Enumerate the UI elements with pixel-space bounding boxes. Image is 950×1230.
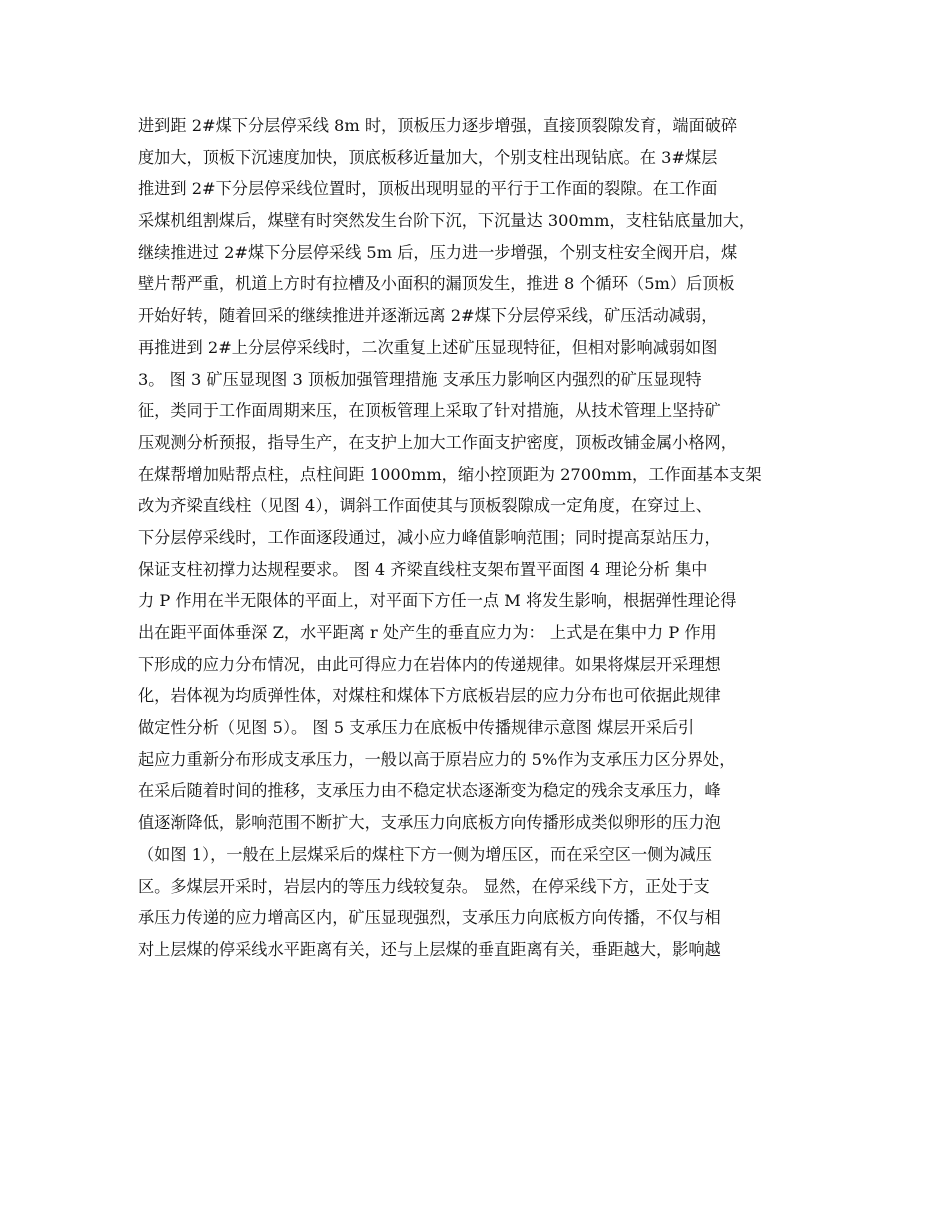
text-line: 做定性分析（见图 5）。 图 5 支承压力在底板中传播规律示意图 煤层开采后引 bbox=[138, 718, 695, 738]
text-line: 出在距平面体垂深 Z，水平距离 r 处产生的垂直应力为： 上式是在集中力 P 作用 bbox=[138, 623, 717, 642]
text-line: 再推进到 2#上分层停采线时，二次重复上述矿压显现特征，但相对影响减弱如图 bbox=[138, 337, 718, 357]
text-line: 在采后随着时间的推移，支承压力由不稳定状态逐渐变为稳定的残余支承压力，峰 bbox=[138, 781, 721, 801]
text-line: 保证支柱初撑力达规程要求。 图 4 齐梁直线柱支架布置平面图 4 理论分析 集中 bbox=[138, 559, 708, 579]
text-line: 采煤机组割煤后，煤壁有时突然发生台阶下沉，下沉量达 300mm，支柱钻底量加大， bbox=[138, 211, 756, 231]
text-line: 下形成的应力分布情况，由此可得应力在岩体内的传递规律。如果将煤层开采理想 bbox=[138, 654, 721, 674]
text-line: 改为齐梁直线柱（见图 4），调斜工作面使其与顶板裂隙成一定角度，在穿过上、 bbox=[138, 496, 712, 516]
text-line: 开始好转，随着回采的继续推进并逐渐远离 2#煤下分层停采线，矿压活动减弱， bbox=[138, 306, 718, 326]
text-line: 区。多煤层开采时，岩层内的等压力线较复杂。 显然，在停采线下方，正处于支 bbox=[138, 876, 710, 896]
text-line: 力 P 作用在半无限体的平面上，对平面下方任一点 M 将发生影响，根据弹性理论得 bbox=[138, 591, 737, 611]
text-line: 壁片帮严重，机道上方时有拉槽及小面积的漏顶发生，推进 8 个循环（5m）后顶板 bbox=[138, 274, 735, 294]
text-line: （如图 1），一般在上层煤采后的煤柱下方一侧为增压区，而在采空区一侧为减压 bbox=[138, 844, 712, 864]
text-line: 继续推进过 2#煤下分层停采线 5m 后，压力进一步增强，个别支柱安全阀开启，煤 bbox=[138, 242, 738, 262]
body-text bbox=[138, 110, 818, 966]
text-line: 值逐渐降低，影响范围不断扩大，支承压力向底板方向传播形成类似卵形的压力泡 bbox=[138, 813, 721, 833]
text-line: 起应力重新分布形成支承压力，一般以高于原岩应力的 5%作为支承压力区分界处， bbox=[138, 749, 736, 769]
text-line: 进到距 2#煤下分层停采线 8m 时，顶板压力逐步增强，直接顶裂隙发育，端面破碎 bbox=[138, 116, 738, 135]
text-line: 承压力传递的应力增高区内，矿压显现强烈，支承压力向底板方向传播，不仅与相 bbox=[138, 908, 721, 928]
text-line: 推进到 2#下分层停采线位置时，顶板出现明显的平行于工作面的裂隙。在工作面 bbox=[138, 179, 718, 199]
text-line: 度加大，顶板下沉速度加快，顶底板移近量加大，个别支柱出现钻底。在 3#煤层 bbox=[138, 147, 718, 167]
text-line: 化，岩体视为均质弹性体，对煤柱和煤体下方底板岩层的应力分布也可依据此规律 bbox=[138, 686, 721, 706]
text-line: 3。 图 3 矿压显现图 3 顶板加强管理措施 支承压力影响区内强烈的矿压显现特 bbox=[138, 369, 702, 389]
text-line: 压观测分析预报，指导生产，在支护上加大工作面支护密度，顶板改铺金属小格网， bbox=[138, 432, 737, 452]
text-line: 在煤帮增加贴帮点柱，点柱间距 1000mm，缩小控顶距为 2700mm，工作面基本支架 bbox=[138, 464, 762, 484]
text-line: 下分层停采线时，工作面逐段通过，减小应力峰值影响范围；同时提高泵站压力， bbox=[138, 527, 721, 547]
text-line: 征，类同于工作面周期来压，在顶板管理上采取了针对措施，从技术管理上坚持矿 bbox=[138, 401, 721, 421]
text-line: 对上层煤的停采线水平距离有关，还与上层煤的垂直距离有关，垂距越大，影响越 bbox=[138, 939, 721, 959]
